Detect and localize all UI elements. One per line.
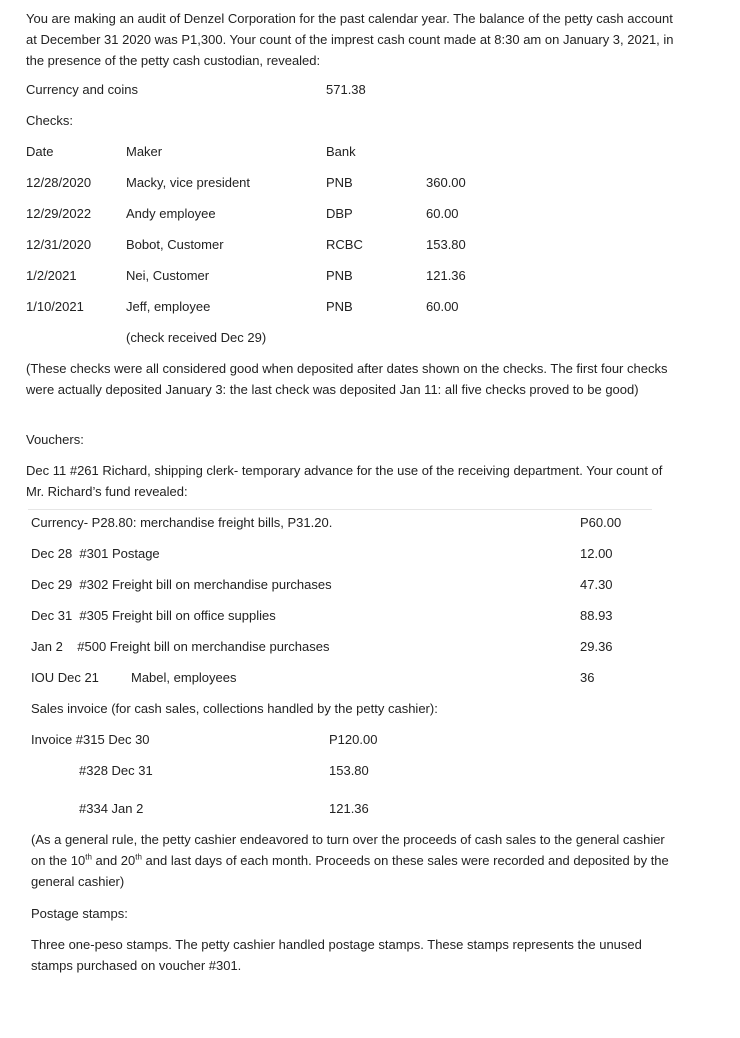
check-note: (check received Dec 29) (126, 330, 267, 345)
check-amount: 121.36 (426, 268, 466, 283)
iou-label: IOU Dec 21 (31, 670, 99, 685)
voucher-desc: Dec 31 #305 Freight bill on office supplies (31, 608, 276, 623)
voucher-amount: 88.93 (580, 608, 613, 623)
check-amount: 60.00 (426, 299, 459, 314)
check-date: 12/29/2022 (26, 206, 92, 221)
ordinal-suffix: th (135, 852, 142, 862)
header-maker: Maker (126, 144, 163, 159)
general-rule-paragraph (31, 829, 671, 892)
check-bank: PNB (326, 299, 353, 314)
postage-heading: Postage stamps: (31, 906, 128, 921)
check-maker: Nei, Customer (126, 268, 210, 283)
checks-heading: Checks: (26, 113, 73, 128)
invoice-amount: 153.80 (329, 763, 369, 778)
vouchers-heading: Vouchers: (26, 432, 84, 447)
header-bank: Bank (326, 144, 356, 159)
iou-name: Mabel, employees (131, 670, 237, 685)
sales-heading: Sales invoice (for cash sales, collections handled by the petty cashier): (31, 701, 438, 716)
voucher-amount: 47.30 (580, 577, 613, 592)
invoice-label: #334 Jan 2 (79, 801, 144, 816)
check-bank: RCBC (326, 237, 363, 252)
check-bank: PNB (326, 268, 353, 283)
voucher-intro: Dec 11 #261 Richard, shipping clerk- temporary advance for the use of the receiving department. Your count of Mr. Richard’s fund revealed: (26, 463, 663, 499)
check-date: 12/28/2020 (26, 175, 92, 190)
voucher-desc: Jan 2 #500 Freight bill on merchandise purchases (31, 639, 330, 654)
ordinal-suffix: th (85, 852, 92, 862)
check-maker: Macky, vice president (126, 175, 251, 190)
header-date: Date (26, 144, 54, 159)
check-bank: PNB (326, 175, 353, 190)
checks-paragraph: (These checks were all considered good when deposited after dates shown on the checks. The first four checks were actually deposited January 3: the last check was deposited Jan 11: all five checks proved to be good) (26, 361, 668, 397)
check-amount: 60.00 (426, 206, 459, 221)
check-maker: Bobot, Customer (126, 237, 224, 252)
divider (28, 509, 652, 510)
voucher-desc: Currency- P28.80: merchandise freight bills, P31.20. (31, 515, 333, 530)
check-maker: Jeff, employee (126, 299, 211, 314)
invoice-label: Invoice #315 Dec 30 (31, 732, 150, 747)
postage-paragraph: Three one-peso stamps. The petty cashier handled postage stamps. These stamps represents the unused stamps purchased on voucher #301. (31, 937, 642, 973)
voucher-amount: 29.36 (580, 639, 613, 654)
general-rule-text: and last days of each month. Proceeds on these sales were recorded and deposited by the general cashier) (31, 853, 669, 889)
check-amount: 153.80 (426, 237, 466, 252)
voucher-desc: Dec 28 #301 Postage (31, 546, 160, 561)
voucher-amount: P60.00 (580, 515, 622, 530)
invoice-amount: P120.00 (329, 732, 378, 747)
intro-paragraph: You are making an audit of Denzel Corporation for the past calendar year. The balance of the petty cash account at December 31 2020 was P1,300. Your count of the imprest cash count made at 8:30 am on January 3, 2021, in the presence of the petty cash custodian, revealed: (26, 11, 674, 68)
check-date: 1/2/2021 (26, 268, 77, 283)
invoice-label: #328 Dec 31 (79, 763, 153, 778)
check-date: 1/10/2021 (26, 299, 84, 314)
currency-amount: 571.38 (326, 82, 366, 97)
iou-amount: 36 (580, 670, 595, 685)
voucher-desc: Dec 29 #302 Freight bill on merchandise purchases (31, 577, 332, 592)
check-date: 12/31/2020 (26, 237, 92, 252)
general-rule-text: (As a general rule, the petty cashier endeavored to turn over the proceeds of cash sales to the general cashier on the 10 (31, 832, 665, 868)
general-rule-text: and 20 (91, 853, 136, 868)
voucher-amount: 12.00 (580, 546, 613, 561)
check-bank: DBP (326, 206, 353, 221)
check-maker: Andy employee (126, 206, 216, 221)
currency-label: Currency and coins (26, 82, 138, 97)
check-amount: 360.00 (426, 175, 466, 190)
invoice-amount: 121.36 (329, 801, 369, 816)
